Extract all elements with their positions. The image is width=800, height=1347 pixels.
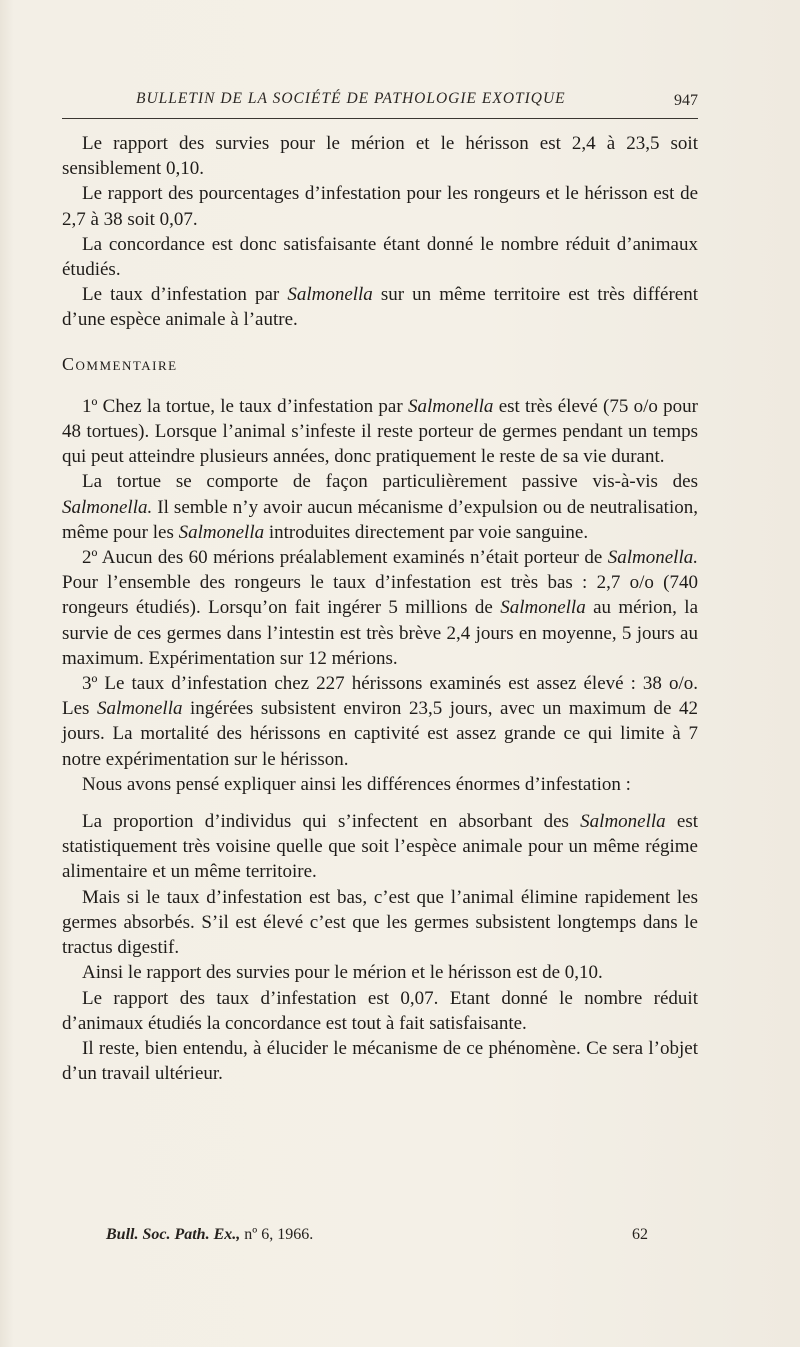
- genus-name: Salmonella.: [607, 547, 698, 569]
- paragraph-text: Le rapport des pourcentages d’infestation pour les rongeurs et le hérisson est de 2,7 à 38 soit 0,07.: [62, 183, 698, 230]
- paragraph-text: La tortue se comporte de façon particulièrement passive vis-à-vis des: [82, 471, 698, 493]
- paragraph-text: Le rapport des survies pour le mérion et le hérisson est 2,4 à 23,5 soit sensiblement 0,10.: [62, 133, 698, 180]
- genus-name: Salmonella: [580, 811, 666, 833]
- paragraph-text: au mérion, la survie de ces germes dans l’intestin est très brève 2,4 jours en moyenne, 5 jours au maximum. Expérimentation sur 12 mérions.: [62, 597, 698, 669]
- paragraph-text: Il semble n’y avoir aucun mécanisme d’expulsion ou de neutralisation, même pour les: [62, 496, 698, 543]
- paragraph: [62, 545, 698, 671]
- page-number: 947: [674, 92, 698, 109]
- running-title: BULLETIN DE LA SOCIÉTÉ DE PATHOLOGIE EXOTIQUE: [136, 90, 566, 107]
- genus-name: Salmonella: [500, 597, 586, 619]
- running-head: [62, 90, 702, 114]
- paragraph: [62, 986, 698, 1036]
- paragraph: [62, 232, 698, 282]
- paragraph: [62, 131, 698, 181]
- page-footer: [62, 1226, 698, 1250]
- paragraph: [62, 671, 698, 772]
- section-heading: Commentaire: [62, 353, 178, 374]
- signature-number: 62: [632, 1226, 648, 1243]
- paragraph-text: La proportion d’individus qui s’infectent en absorbant des: [82, 811, 581, 833]
- paragraph: [62, 1036, 698, 1086]
- citation-issue: nº 6, 1966.: [240, 1226, 314, 1243]
- citation-title: Bull. Soc. Path. Ex.,: [106, 1226, 241, 1243]
- paragraph: [62, 809, 698, 885]
- paragraph: [62, 772, 698, 797]
- genus-name: Salmonella: [96, 698, 183, 720]
- paragraph-text: est statistiquement très voisine quelle que soit l’espèce animale pour un même régime alimentaire et un même territoire.: [62, 811, 698, 883]
- paragraph-text: 2º Aucun des 60 mérions préalablement examinés n’était porteur de: [82, 547, 608, 569]
- paragraph: [62, 469, 698, 545]
- paragraph-text: Ainsi le rapport des survies pour le mérion et le hérisson est de 0,10.: [82, 962, 603, 984]
- paragraph-text: sur un même territoire est très différent d’une espèce animale à l’autre.: [62, 284, 698, 331]
- journal-citation: [106, 1226, 313, 1244]
- paragraph-text: Le rapport des taux d’infestation est 0,07. Etant donné le nombre réduit d’animaux étudiés la concordance est tout à fait satisfaisante.: [62, 987, 698, 1034]
- paragraph: [62, 181, 698, 231]
- paragraph: [62, 282, 698, 332]
- paragraph-text: Le taux d’infestation par: [82, 284, 288, 306]
- paragraph-text: ingérées subsistent environ 23,5 jours, avec un maximum de 42 jours. La mortalité des hérissons en captivité est assez grande ce qui limite à 7 notre expérimentation sur le hérisson.: [62, 698, 698, 770]
- paragraph-text: Mais si le taux d’infestation est bas, c’est que l’animal élimine rapidement les germes absorbés. S’il est élevé c’est que les germes subsistent longtemps dans le tractus digestif.: [62, 886, 698, 959]
- paragraph: [62, 394, 698, 470]
- genus-name: Salmonella: [407, 395, 494, 417]
- paragraph: [62, 885, 698, 961]
- paragraph-text: 3º Le taux d’infestation chez 227 hérissons examinés est assez élevé : 38 o/o. Les: [62, 673, 698, 720]
- paragraph-text: Il reste, bien entendu, à élucider le mécanisme de ce phénomène. Ce sera l’objet d’un travail ultérieur.: [62, 1037, 698, 1085]
- paragraph: [62, 960, 698, 985]
- paragraph-text: introduites directement par voie sanguine.: [264, 521, 589, 543]
- genus-name: Salmonella: [287, 284, 373, 306]
- paragraph-text: La concordance est donc satisfaisante étant donné le nombre réduit d’animaux étudiés.: [62, 233, 698, 281]
- paragraph-text: Nous avons pensé expliquer ainsi les différences énormes d’infestation :: [82, 773, 631, 795]
- genus-name: Salmonella.: [62, 496, 153, 518]
- paragraph-gap: [62, 797, 698, 809]
- body-text: [62, 131, 698, 1086]
- paragraph-text: 1º Chez la tortue, le taux d’infestation par: [82, 395, 408, 417]
- paragraph-text: Pour l’ensemble des rongeurs le taux d’infestation est très bas : 2,7 o/o (740 rongeurs étudiés). Lorsqu’on fait ingérer 5 millions de: [62, 572, 698, 619]
- header-rule: [62, 118, 698, 119]
- genus-name: Salmonella: [178, 521, 265, 543]
- paragraph-text: est très élevé (75 o/o pour 48 tortues). Lorsque l’animal s’infeste il reste porteur de germes pendant un temps qui peut atteindre plusieurs années, donc pratiquement le reste de sa vie durant.: [62, 395, 698, 468]
